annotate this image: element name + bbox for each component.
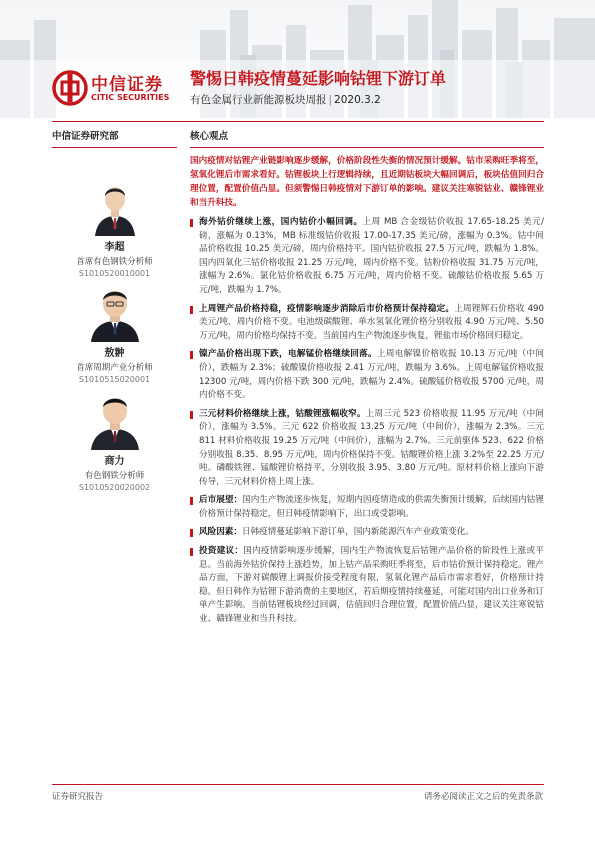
footer-divider [52, 784, 544, 785]
analyst-name: 李超 [104, 242, 125, 253]
analyst-card [52, 286, 177, 384]
citic-logo-icon [52, 70, 88, 106]
bullet-list [190, 216, 544, 627]
section-heading: 核心观点 [190, 128, 544, 148]
bullet-lead: 风险因素： [199, 527, 242, 538]
bullet-item [190, 545, 544, 627]
report-subtitle [190, 92, 381, 107]
core-views-section [190, 128, 544, 632]
analyst-title: 首席有色钢铁分析师 [76, 257, 153, 267]
bullet-text: 国内疫情影响逐步缓解，国内生产物流恢复后钴锂产品价格的阶段性上涨或平息。当前海外钴价保持上涨趋势，加上钴产品采购旺季将至，后市钴价预计保持稳定。锂产品方面，下游对碳酸锂上调报价接受程度有限，氢氧化锂产品后市需求看好，价格预计持稳。但日韩作为钴锂下游消费的主要地区，若后期疫情持续蔓延，可能对国内出口业务和订单产生影响。当前钴锂板块经过回调，估值回归合理位置，配置价值凸显，建议关注寒锐钴业、赣锋锂业和当升科技。 [199, 546, 544, 625]
subtitle-separator: | [328, 94, 333, 106]
analyst-photo [91, 180, 139, 236]
brand-name-cn: 中信证券 [91, 75, 163, 95]
report-header [0, 0, 595, 118]
bullet-item [190, 408, 544, 490]
bullet-item [190, 494, 544, 521]
analyst-photo [89, 286, 141, 342]
bullet-item [190, 348, 544, 402]
analyst-sidebar [52, 128, 177, 492]
bullet-lead: 镍产品价格出现下跌，电解锰价格继续回落。 [199, 349, 377, 360]
analyst-card [52, 392, 177, 492]
bullet-lead: 三元材料价格继续上涨，钴酸锂涨幅收窄。 [199, 408, 366, 419]
bullet-text: 上周 MB 合金级钴价收报 17.65-18.25 美元/磅，涨幅为 0.13%，MB 标准级钴价收报 17.00-17.35 美元/磅，涨幅为 0.3%。钴中间品价格收报 10.25 美元/磅，周内价格持平。国内钴价收报 27.5 万元/吨，跌幅为 1.8%。国内四氧化三钴价格收报 21.25 万元/吨，周内价格不变。钴粉价格收报 31.75 万元/吨，涨幅为 2.6%。氯化钴价格收报 6.75 万元/吨，周内价格不变。硫酸钴价格收报 5.65 万元/吨，跌幅为 1.7%。 [199, 217, 544, 295]
citic-logo [52, 70, 177, 106]
bullet-text: 上周锂辉石价格收 490 美元/吨，周内价格不变。电池级碳酸锂、单水氢氧化锂价格分别收报 4.90 万元/吨、5.50 万元/吨，周内价格均保持不变。当前国内生产物流逐步恢复，锂盐市场价格回归稳定。 [199, 303, 544, 341]
analyst-license-code: S1010520020002 [78, 483, 151, 492]
bullet-text: 国内生产物流逐步恢复，短期内因疫情造成的供需失衡预计缓解，后续国内钴锂价格预计保持稳定，但日韩疫情影响下，出口或受影响。 [199, 495, 544, 519]
sidebar-heading: 中信证券研究部 [52, 128, 177, 148]
bullet-text: 上周电解镍价格收报 10.13 万元/吨（中间价），跌幅为 2.3%；硫酸镍价格收报 2.41 万元/吨，跌幅为 3.6%。上周电解锰价格收报 12300 元/吨，周内价格下跌 300 元/吨，跌幅为 2.4%。硫酸锰价格收报 5700 元/吨，周内价格不变。 [199, 349, 544, 401]
analyst-name: 敖翀 [104, 348, 125, 359]
analyst-license-code: S1010520010001 [78, 269, 151, 278]
analyst-title: 首席周期产业分析师 [76, 363, 153, 373]
report-date: 2020.3.2 [334, 94, 381, 106]
bullet-item [190, 303, 544, 344]
analyst-name: 商力 [104, 456, 125, 467]
report-category: 有色金属行业新能源板块周报 [190, 94, 327, 106]
analyst-photo [89, 392, 141, 450]
footer-disclaimer-note: 请务必阅读正文之后的免责条款 [423, 792, 543, 802]
bullet-text: 日韩疫情蔓延影响下游订单，国内新能源汽车产业政策变化。 [241, 527, 475, 538]
bullet-text: 上周三元 523 价格收报 11.95 万元/吨（中间价），涨幅为 3.5%。三元 622 价格收报 13.25 万元/吨（中间价），涨幅为 2.3%。三元 811 材料价格收报 19.25 万元/吨（中间价），涨幅为 2.7%。三元前驱体 523、622 价格分别收报 8.35、8.95 万元/吨，周内价格保持不变。钴酸锂价格上涨 3.2%至 22.25 万元/吨。磷酸铁锂、锰酸锂价格持平，分别收报 3.95、3.80 万元/吨。原材料价格上涨向下游传导，三元材料价格上周上涨。 [199, 408, 544, 487]
bullet-lead: 后市展望： [199, 495, 243, 506]
analyst-card [52, 180, 177, 278]
analyst-title: 有色钢铁分析师 [84, 471, 145, 481]
footer-report-type: 证券研究报告 [52, 792, 104, 802]
bullet-lead: 海外钴价继续上涨，国内钴价小幅回调。 [199, 217, 363, 227]
bullet-item [190, 216, 544, 298]
header-divider [52, 121, 544, 122]
summary-paragraph: 国内疫情对钴锂产业链影响逐步缓解，价格阶段性失衡的情况预计缓解。钴市采购旺季将至，氢氧化锂后市需求看好。钴锂板块上行逻辑持续，且近期钴板块大幅回调后，板块估值回归合理位置，配置价值凸显。但须警惕日韩疫情对下游订单的影响。建议关注寒锐钴业、赣锋锂业和当升科技。 [190, 156, 544, 208]
bullet-item [190, 526, 544, 540]
analyst-license-code: S1010515020001 [78, 375, 151, 384]
bullet-lead: 上周锂产品价格持稳，疫情影响逐步消除后市价格预计保持稳定。 [199, 303, 455, 314]
bullet-lead: 投资建议： [199, 546, 244, 557]
brand-name-en: CITIC SECURITIES [91, 93, 170, 102]
report-title: 警惕日韩疫情蔓延影响钴锂下游订单 [190, 69, 447, 88]
